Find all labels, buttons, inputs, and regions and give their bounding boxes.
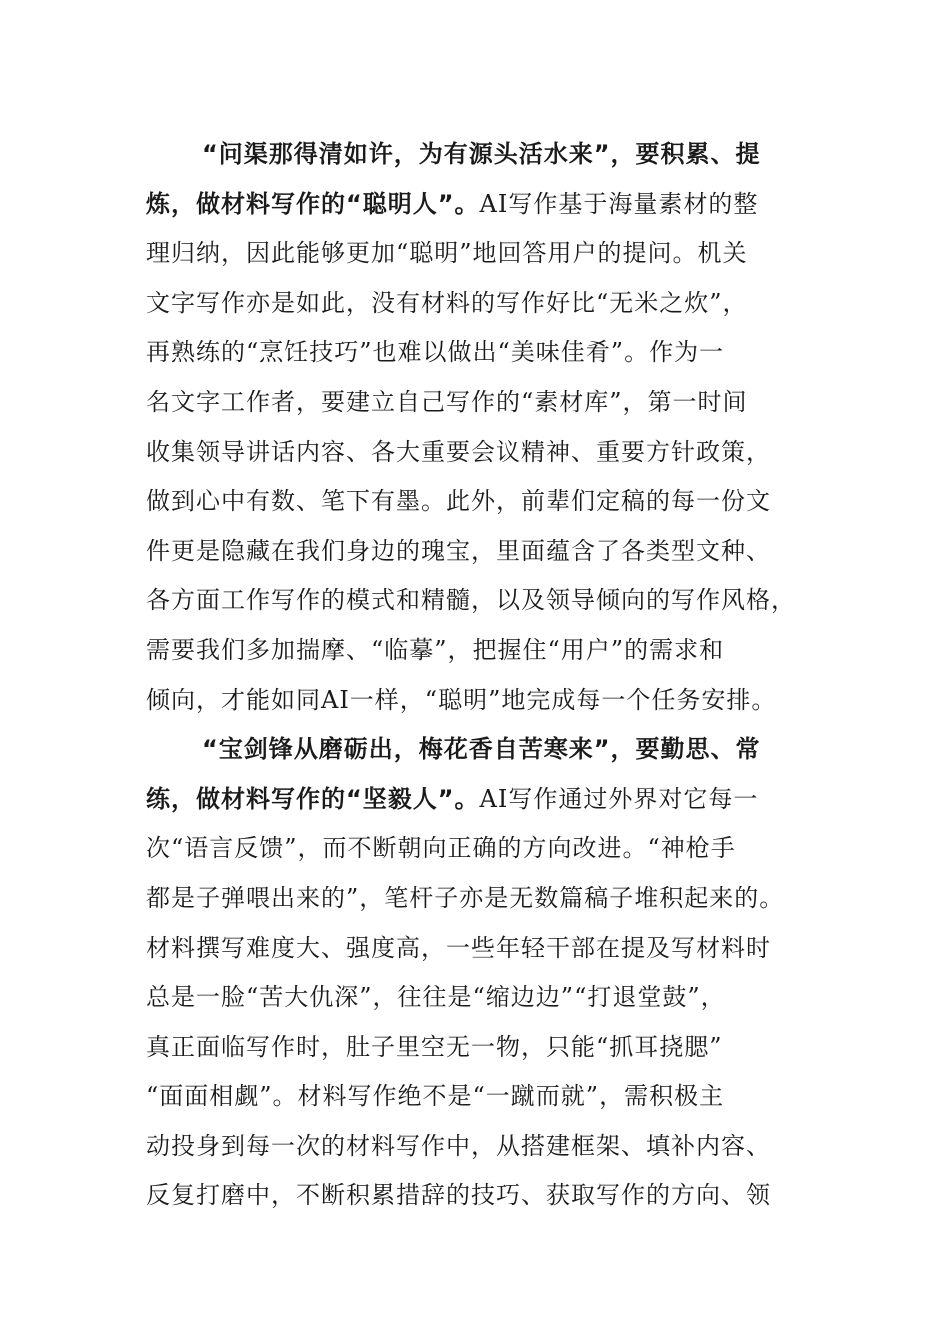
paragraph-line [146,725,806,775]
paragraph-line [146,477,806,527]
body-text: 真正面临写作时，肚子里空无一物，只能“抓耳挠腮” [146,1032,723,1061]
body-text: 次“语言反馈”，而不断朝向正确的方向改进。“神枪手 [146,834,736,863]
body-text: 需要我们多加揣摩、“临摹”，把握住“用户”的需求和 [146,635,725,664]
body-text: 倾向，才能如同AI一样，“聪明”地完成每一个任务安排。 [146,685,777,714]
paragraph-line [146,328,806,378]
paragraph-line [146,428,806,478]
body-text: 总是一脸“苦大仇深”，往往是“缩边边”“打退堂鼓”， [146,983,726,1012]
paragraph-line [146,775,806,825]
body-text: 收集领导讲话内容、各大重要会议精神、重要方针政策， [146,437,771,466]
paragraph-line [146,874,806,924]
paragraph-line [146,1122,806,1172]
heading-phrase: “问渠那得清如许，为有源头活水来”，要积累、提 [202,140,761,168]
paragraph-line [146,676,806,726]
paragraph-line [146,626,806,676]
heading-phrase: 练，做材料写作的“坚毅人”。 [146,784,480,813]
body-text: 动投身到每一次的材料写作中，从搭建框架、填补内容、 [146,1131,771,1160]
paragraph-line [146,576,806,626]
paragraph-line [146,279,806,329]
paragraph [146,130,806,725]
body-text: 理归纳，因此能够更加“聪明”地回答用户的提问。机关 [146,239,748,268]
body-text: 件更是隐藏在我们身边的瑰宝，里面蕴含了各类型文种、 [146,536,771,565]
paragraph-line [146,973,806,1023]
body-text: 名文字工作者，要建立自己写作的“素材库”，第一时间 [146,387,748,416]
paragraph-line [146,1072,806,1122]
body-text: AI写作基于海量素材的整 [479,189,759,218]
paragraph-line [146,130,806,180]
paragraph-line [146,527,806,577]
paragraph-line [146,1023,806,1073]
body-text: 材料撰写难度大、强度高，一些年轻干部在提及写材料时 [146,933,771,962]
paragraph-line [146,229,806,279]
body-text: 各方面工作写作的模式和精髓，以及领导倾向的写作风格， [146,586,796,615]
body-text: 都是子弹喂出来的”，笔杆子亦是无数篇稿子堆积起来的。 [146,883,785,912]
body-text: 再熟练的“烹饪技巧”也难以做出“美味佳肴”。作为一 [146,338,725,367]
paragraph-line [146,378,806,428]
heading-phrase: 炼，做材料写作的“聪明人”。 [146,189,480,218]
heading-phrase: “宝剑锋从磨砺出，梅花香自苦寒来”，要勤思、常 [202,735,761,764]
paragraph-line [146,1171,806,1221]
body-text: 做到心中有数、笔下有墨。此外，前辈们定稿的每一份文 [146,487,771,516]
paragraph-line [146,180,806,230]
body-text: 文字写作亦是如此，没有材料的写作好比“无米之炊”， [146,288,748,317]
paragraph-line [146,824,806,874]
body-text: “面面相觑”。材料写作绝不是“一蹴而就”，需积极主 [146,1082,725,1111]
body-text: 反复打磨中，不断积累措辞的技巧、获取写作的方向、领 [146,1181,771,1210]
paragraph [146,725,806,1221]
body-text: AI写作通过外界对它每一 [479,784,759,813]
paragraph-line [146,924,806,974]
document-body [146,130,806,1221]
